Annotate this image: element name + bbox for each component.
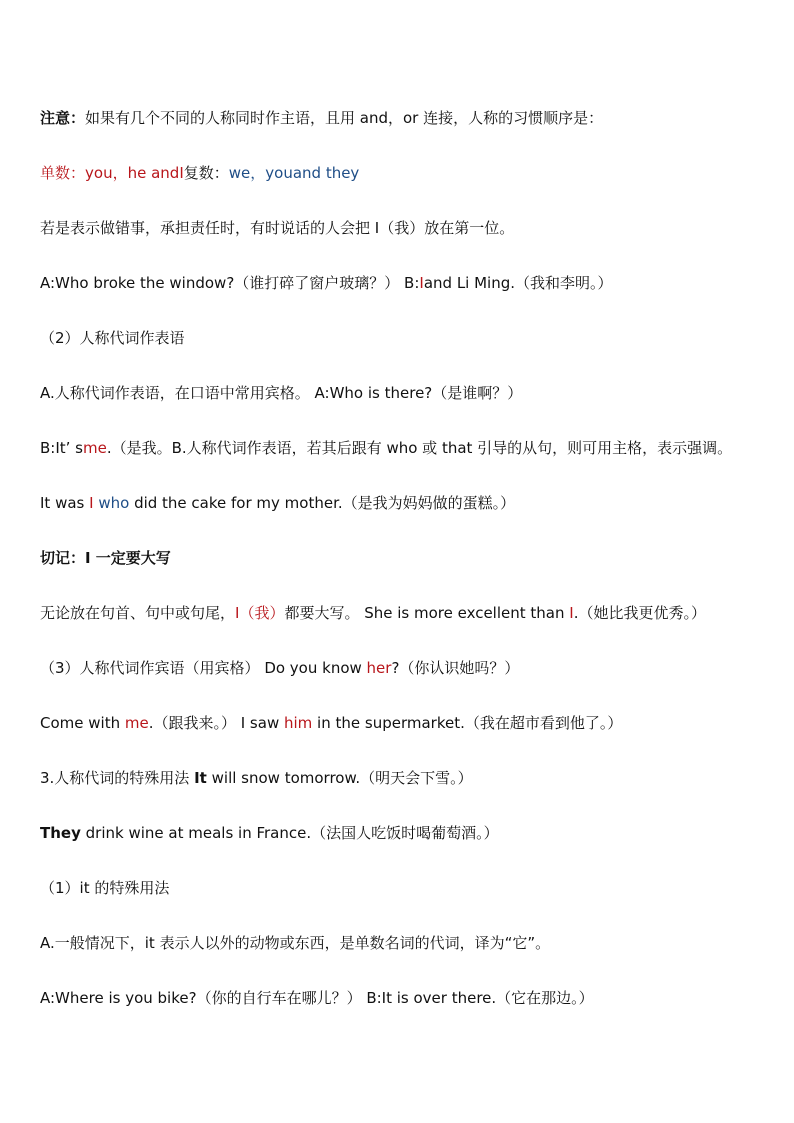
bike-example-line [40, 988, 786, 1008]
they-wine-text: drink wine at meals in France.（法国人吃饭时喝葡萄酒。） [80, 824, 499, 842]
special-usage-b: will snow tomorrow.（明天会下雪。） [206, 769, 473, 787]
plural-label: 复数： [183, 164, 229, 182]
its-me-a: B:It’ s [40, 439, 84, 457]
cake-example-line [40, 493, 786, 513]
its-me-b: .（是我。B.人称代词作表语，若其后跟有 who 或 that 引导的从句，则可用主格，表示强调。 [106, 439, 733, 457]
note-line [40, 108, 786, 128]
it-general-text: A.一般情况下，it 表示人以外的动物或东西，是单数名词的代词，译为“它”。 [40, 934, 551, 952]
come-with-me: me [124, 714, 149, 732]
they-wine-line [40, 823, 786, 843]
come-with-b: .（跟我来。） I saw [148, 714, 284, 732]
object-section-b: ?（你认识她吗？） [391, 659, 520, 677]
capital-i-rule-i: I（我） [235, 604, 285, 622]
it-general-line [40, 933, 786, 953]
example-window-b: and Li Ming.（我和李明。） [423, 274, 613, 292]
it-special-heading-text: （1）it 的特殊用法 [40, 879, 170, 897]
capital-i-heading [40, 548, 786, 568]
capital-i-rule-b: 都要大写。 She is more excellent than [284, 604, 570, 622]
come-with-a: Come with [40, 714, 125, 732]
cake-i: I [89, 494, 94, 512]
special-usage-line [40, 768, 786, 788]
capital-i-rule-line [40, 603, 786, 623]
singular-i: I [179, 164, 184, 182]
predicative-object-case-line [40, 383, 786, 403]
singular-order: you，he and [85, 164, 180, 182]
capital-i-rule-c: .（她比我更优秀。） [573, 604, 706, 622]
special-usage-it: It [194, 769, 207, 787]
cake-who: who [93, 494, 130, 512]
bike-example-text: A:Where is you bike?（你的自行车在哪儿？） B:It is over there.（它在那边。） [40, 989, 594, 1007]
note-label: 注意： [40, 109, 86, 127]
its-me-line [40, 438, 786, 458]
example-window-line [40, 273, 786, 293]
section-predicative-text: （2）人称代词作表语 [40, 329, 185, 347]
example-window-i: I [419, 274, 424, 292]
capital-i-rule-i2: I [569, 604, 574, 622]
object-section-line [40, 658, 786, 678]
responsibility-text: 若是表示做错事，承担责任时，有时说话的人会把 I（我）放在第一位。 [40, 219, 515, 237]
plural-order-b: and they [292, 164, 360, 182]
capital-i-rule-a: 无论放在句首、句中或句尾， [40, 604, 236, 622]
cake-b: did the cake for my mother.（是我为妈妈做的蛋糕。） [129, 494, 516, 512]
singular-plural-order-line [40, 163, 786, 183]
object-section-her: her [366, 659, 392, 677]
it-special-heading [40, 878, 786, 898]
saw-him: him [283, 714, 313, 732]
capital-i-heading-text: 切记：I 一定要大写 [40, 549, 171, 567]
predicative-object-case-text: A.人称代词作表语，在口语中常用宾格。 A:Who is there?（是谁啊？） [40, 384, 523, 402]
note-text: 如果有几个不同的人称同时作主语，且用 and，or 连接，人称的习惯顺序是： [85, 109, 604, 127]
section-predicative-heading [40, 328, 786, 348]
object-section-a: （3）人称代词作宾语（用宾格） Do you know [40, 659, 367, 677]
come-with-c: in the supermarket.（我在超市看到他了。） [312, 714, 623, 732]
come-with-me-line [40, 713, 786, 733]
plural-order-a: we，you [228, 164, 293, 182]
singular-label: 单数： [40, 164, 86, 182]
cake-a: It was [40, 494, 90, 512]
special-usage-a: 3.人称代词的特殊用法 [40, 769, 195, 787]
its-me-me: me [83, 439, 107, 457]
responsibility-line [40, 218, 786, 238]
example-window-a: A:Who broke the window?（谁打碎了窗户玻璃？） B: [40, 274, 420, 292]
they-word: They [40, 824, 81, 842]
